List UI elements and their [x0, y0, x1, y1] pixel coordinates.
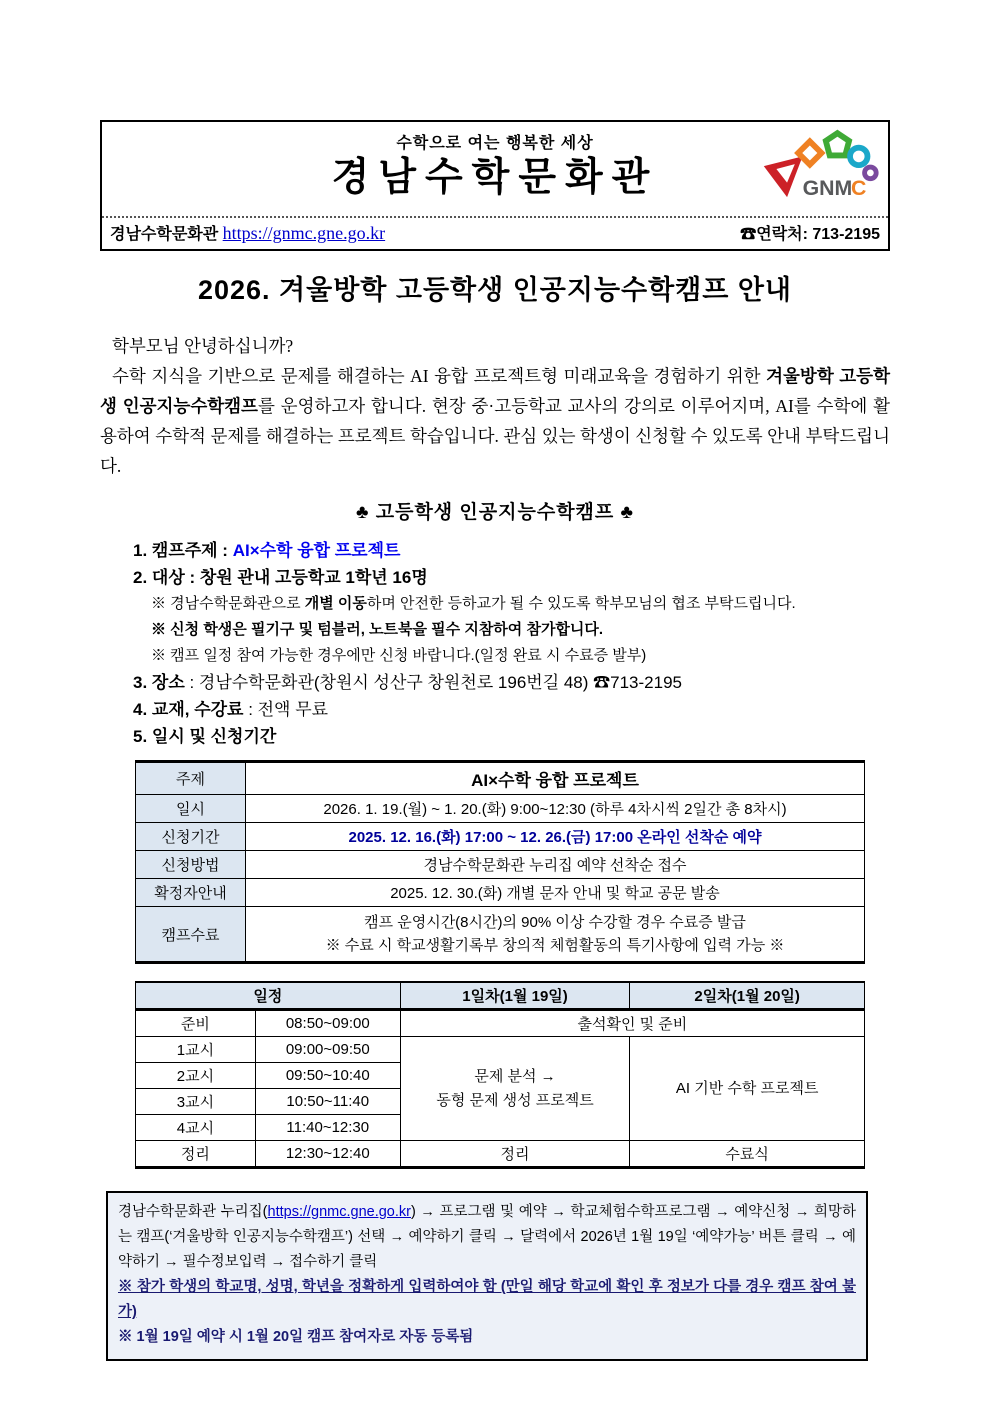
intro-section: [100, 331, 890, 481]
letterhead-subbar: [102, 216, 888, 249]
org-slogan: 수학으로 여는 행복한 세상: [396, 135, 594, 152]
org-footer-label: 경남수학문화관: [110, 226, 219, 243]
reservation-steps-pre: 경남수학문화관 누리집(: [118, 1204, 268, 1220]
completion-line1: 캠프 운영시간(8시간)의 90% 이상 수강할 경우 수료증 발급: [364, 914, 746, 931]
camp-details-list: [100, 537, 890, 750]
period2-time: 09:50~10:40: [255, 1063, 400, 1089]
document-title: 2026. 겨울방학 고등학생 인공지능수학캠프 안내: [197, 275, 793, 305]
document-content: [100, 120, 890, 1361]
logo-text-c: C: [851, 176, 867, 201]
entry-accuracy-warning: ※ 참가 학생의 학교명, 성명, 학년을 정확하게 입력하여야 함 (만일 해당 학교에 확인 후 정보가 다를 경우 캠프 참여 불가): [118, 1279, 856, 1320]
intro-paragraph-post: 를 운영하고자 합니다. 현장 중·고등학교 교사의 강의로 이루어지며, AI를 수학에 활용하여 수학적 문제를 해결하는 프로젝트 학습입니다. 관심 있는 학생이 신청할 수 있도록 안내 부탁드립니다.: [100, 396, 890, 476]
camp-target-item: 2. 대상 : 창원 관내 고등학교 1학년 16명: [133, 568, 428, 587]
info-row-completion: [136, 907, 865, 963]
day1-activity: [400, 1037, 630, 1141]
wrapup-label: 정리: [136, 1141, 256, 1168]
info-row-confirm: [136, 879, 865, 907]
camp-location-label: 3. 장소: [133, 673, 185, 692]
camp-info-table: [135, 760, 865, 964]
period2-label: 2교시: [136, 1063, 256, 1089]
info-value-datetime: 2026. 1. 19.(월) ~ 1. 20.(화) 9:00~12:30 (하루 4차시씩 2일간 총 8차시): [246, 795, 865, 823]
info-label-completion: 캠프수료: [136, 907, 246, 963]
info-value-topic: AI×수학 융합 프로젝트: [246, 762, 865, 795]
info-label-datetime: 일시: [136, 795, 246, 823]
period1-time: 09:00~09:50: [255, 1037, 400, 1063]
wrapup-day1: 정리: [400, 1141, 630, 1168]
day1-activity-line1: 문제 분석 →: [474, 1067, 556, 1085]
info-row-period: [136, 823, 865, 851]
info-value-confirm: 2025. 12. 30.(화) 개별 문자 안내 및 학교 공문 발송: [246, 879, 865, 907]
prep-content: 출석확인 및 준비: [400, 1010, 864, 1037]
note-attendance: ※ 캠프 일정 참여 가능한 경우에만 신청 바랍니다.(일정 완료 시 수료증 발부): [151, 647, 647, 664]
reservation-site-link[interactable]: https://gnmc.gne.go.kr: [267, 1204, 411, 1220]
info-value-completion: [246, 907, 865, 963]
schedule-row-wrapup: [136, 1141, 865, 1168]
camp-topic-item: [133, 537, 890, 564]
wrapup-time: 12:30~12:40: [255, 1141, 400, 1168]
gnmc-logo-icon: [758, 127, 882, 211]
camp-fee-label: 4. 교재, 수강료: [133, 700, 244, 719]
info-value-method: 경남수학문화관 누리집 예약 선착순 접수: [246, 851, 865, 879]
day2-activity: AI 기반 수학 프로젝트: [630, 1037, 865, 1141]
schedule-row-prep: [136, 1010, 865, 1037]
day1-activity-line2: 동형 문제 생성 프로젝트: [436, 1091, 594, 1109]
intro-paragraph-bold: 겨울방학 고등학생 인공지능수학캠프: [100, 366, 890, 416]
period3-label: 3교시: [136, 1089, 256, 1115]
prep-label: 준비: [136, 1010, 256, 1037]
letterhead-main: [102, 122, 888, 216]
auto-register-note: ※ 1월 19일 예약 시 1월 20일 캠프 참여자로 자동 등록됨: [118, 1329, 474, 1345]
daily-schedule-table: [135, 981, 865, 1169]
intro-paragraph-pre: 수학 지식을 기반으로 문제를 해결하는 AI 융합 프로젝트형 미래교육을 경험하기 위한: [112, 366, 767, 386]
period1-label: 1교시: [136, 1037, 256, 1063]
camp-location-value: : 경남수학문화관(창원시 성산구 창원천로 196번길 48) ☎713-2195: [184, 673, 682, 692]
period4-label: 4교시: [136, 1115, 256, 1141]
wrapup-day2: 수료식: [630, 1141, 865, 1168]
camp-notes: [133, 591, 890, 669]
reservation-info-box: [106, 1191, 868, 1361]
note-transport-pre: ※ 경남수학문화관으로: [151, 595, 305, 612]
info-label-topic: 주제: [136, 762, 246, 795]
org-website-link[interactable]: https://gnmc.gne.go.kr: [222, 223, 386, 243]
reservation-steps-post: ) → 프로그램 및 예약 → 학교체험수학프로그램 → 예약신청 → 희망하는 캠프(‘겨울방학 인공지능수학캠프’) 선택 → 예약하기 클릭 → 달력에서 2026년 1월 19일 ‘예약가능’ 버튼 클릭 → 예약하기 → 필수정보입력 → 접수하기 클릭: [118, 1204, 857, 1270]
period3-time: 10:50~11:40: [255, 1089, 400, 1115]
camp-topic-label: 1. 캠프주제 :: [133, 541, 233, 560]
info-value-period: 2025. 12. 16.(화) 17:00 ~ 12. 26.(금) 17:00 온라인 선착순 예약: [246, 823, 865, 851]
note-transport-post: 하며 안전한 등하교가 될 수 있도록 학부모님의 협조 부탁드립니다.: [366, 595, 796, 612]
logo-text-gnm: GNM: [802, 176, 853, 201]
camp-schedule-item: 5. 일시 및 신청기간: [133, 727, 277, 746]
greeting-line: 학부모님 안녕하십니까?: [112, 336, 294, 356]
info-row-topic: [136, 762, 865, 795]
intro-paragraph: [100, 361, 890, 481]
org-name: 경남수학문화관: [331, 156, 659, 199]
reservation-steps: [118, 1200, 856, 1275]
info-row-method: [136, 851, 865, 879]
schedule-header-plan: 일정: [136, 982, 401, 1010]
schedule-row-period1: [136, 1037, 865, 1063]
info-row-datetime: [136, 795, 865, 823]
camp-section-title: ♣ 고등학생 인공지능수학캠프 ♣: [355, 502, 635, 523]
period4-time: 11:40~12:30: [255, 1115, 400, 1141]
camp-fee-item: [133, 696, 890, 723]
camp-fee-value: : 전액 무료: [243, 700, 329, 719]
prep-time: 08:50~09:00: [255, 1010, 400, 1037]
note-transport-bold: 개별 이동: [304, 595, 367, 612]
letterhead-box: [100, 120, 890, 251]
note-supplies: ※ 신청 학생은 필기구 및 텀블러, 노트북을 필수 지참하여 참가합니다.: [151, 621, 604, 638]
completion-line2: ※ 수료 시 학교생활기록부 창의적 체험활동의 특기사항에 입력 가능 ※: [325, 937, 785, 954]
info-label-method: 신청방법: [136, 851, 246, 879]
camp-topic-value: AI×수학 융합 프로젝트: [232, 541, 401, 560]
contact-phone: ☎연락처: 713-2195: [740, 226, 880, 243]
schedule-header-day2: 2일차(1월 20일): [630, 982, 865, 1010]
note-transport: [151, 591, 890, 617]
org-footer-line: [110, 221, 385, 244]
info-label-period: 신청기간: [136, 823, 246, 851]
schedule-header-row: [136, 982, 865, 1010]
info-label-confirm: 확정자안내: [136, 879, 246, 907]
camp-location-item: [133, 669, 890, 696]
schedule-header-day1: 1일차(1월 19일): [400, 982, 630, 1010]
